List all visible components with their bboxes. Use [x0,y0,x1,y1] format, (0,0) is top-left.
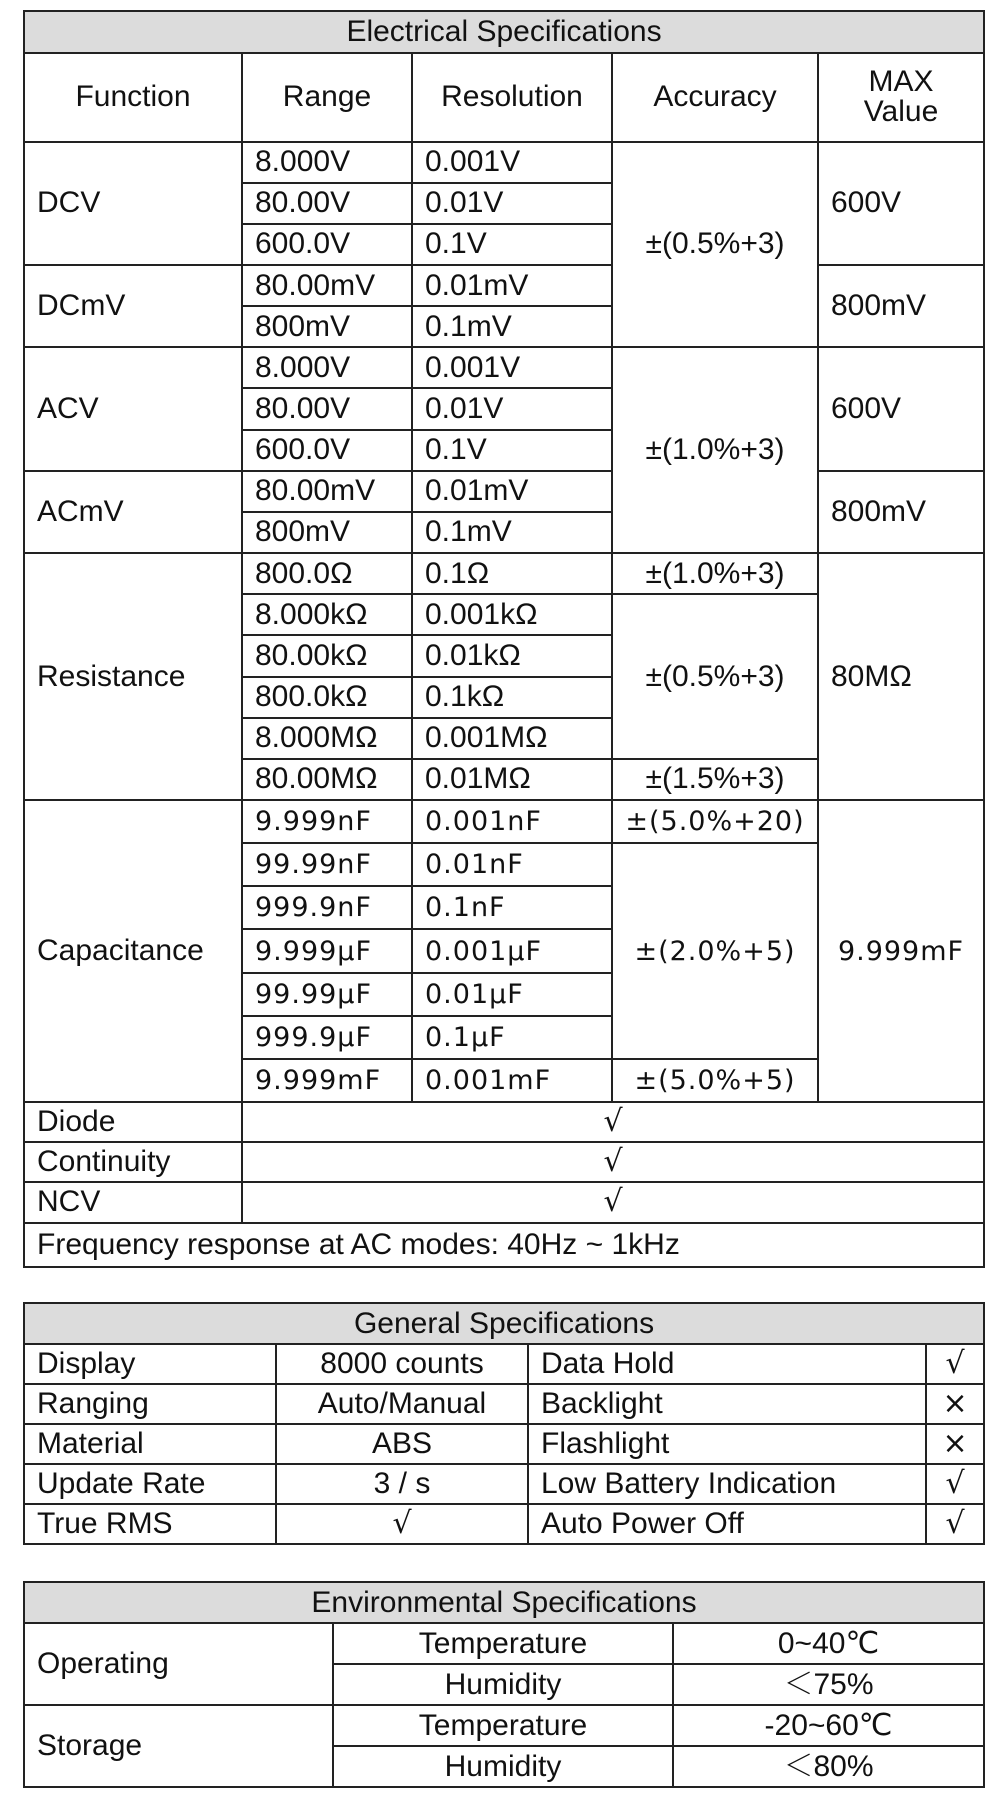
table-row [24,1344,984,1384]
resolution-cell: 0.001kΩ [412,594,612,635]
function-continuity: Continuity [24,1142,242,1182]
header-max-value [818,53,984,141]
env-label: Temperature [333,1705,673,1746]
general-title-row [24,1303,984,1344]
feature-label: Data Hold [528,1344,926,1384]
feature-label: Low Battery Indication [528,1464,926,1504]
range-cell: 800.0Ω [242,553,412,594]
resolution-cell: 0.01kΩ [412,635,612,676]
accuracy-capacitance-1: ±(5.0%+20) [612,800,818,843]
feature-cross: × [926,1384,984,1424]
range-cell: 999.9nF [242,886,412,929]
resolution-cell: 0.01V [412,388,612,429]
spec-value: Auto/Manual [276,1384,528,1424]
max-acv: 600V [818,347,984,470]
function-acv: ACV [24,347,242,470]
table-row [24,1623,984,1664]
range-cell: 600.0V [242,430,412,471]
table-row [24,265,984,306]
spec-value: √ [276,1504,528,1544]
resolution-cell: 0.001μF [412,929,612,972]
table-row [24,553,984,594]
range-cell: 80.00kΩ [242,635,412,676]
table-row [24,1424,984,1464]
accuracy-resistance-1: ±(1.0%+3) [612,553,818,594]
range-cell: 99.99nF [242,843,412,886]
range-cell: 99.99μF [242,973,412,1016]
range-cell: 80.00V [242,183,412,224]
function-ncv: NCV [24,1182,242,1222]
resolution-cell: 0.01mV [412,265,612,306]
env-label: Humidity [333,1664,673,1705]
env-value: ＜80% [673,1746,984,1787]
header-resolution: Resolution [412,53,612,141]
header-accuracy: Accuracy [612,53,818,141]
env-value: ＜75% [673,1664,984,1705]
feature-check: √ [926,1464,984,1504]
feature-check: √ [926,1344,984,1384]
range-cell: 9.999nF [242,800,412,843]
range-cell: 9.999mF [242,1059,412,1102]
electrical-title: Electrical Specifications [24,11,984,53]
footer-row [24,1223,984,1267]
header-max-line1: MAX [868,65,934,99]
table-row [24,1464,984,1504]
spec-label: Display [24,1344,276,1384]
general-spec-table [23,1302,985,1545]
spec-value: 3 / s [276,1464,528,1504]
header-max-line2: Value [863,95,939,129]
feature-cross: × [926,1424,984,1464]
header-row [24,53,984,141]
header-range: Range [242,53,412,141]
function-dcmv: DCmV [24,265,242,347]
resolution-cell: 0.1kΩ [412,677,612,718]
range-cell: 8.000V [242,142,412,183]
function-capacitance: Capacitance [24,800,242,1102]
function-diode: Diode [24,1102,242,1142]
resolution-cell: 0.001V [412,347,612,388]
accuracy-capacitance-2: ±(2.0%+5) [612,843,818,1059]
table-row [24,142,984,183]
range-cell: 80.00MΩ [242,759,412,800]
env-operating: Operating [24,1623,333,1705]
table-row [24,800,984,843]
frequency-response-note: Frequency response at AC modes: 40Hz ~ 1kHz [24,1223,984,1267]
accuracy-resistance-2: ±(0.5%+3) [612,594,818,759]
electrical-spec-table [23,10,985,1268]
accuracy-resistance-3: ±(1.5%+3) [612,759,818,800]
resolution-cell: 0.1μF [412,1016,612,1059]
resolution-cell: 0.1V [412,430,612,471]
table-row [24,1182,984,1222]
table-row [24,1102,984,1142]
resolution-cell: 0.001mF [412,1059,612,1102]
resolution-cell: 0.001MΩ [412,718,612,759]
max-dcv: 600V [818,142,984,265]
feature-label: Flashlight [528,1424,926,1464]
function-resistance: Resistance [24,553,242,800]
max-acmv: 800mV [818,471,984,553]
env-value: 0~40℃ [673,1623,984,1664]
function-dcv: DCV [24,142,242,265]
spec-value: 8000 counts [276,1344,528,1384]
range-cell: 800mV [242,512,412,553]
env-label: Humidity [333,1746,673,1787]
env-value: -20~60℃ [673,1705,984,1746]
resolution-cell: 0.1V [412,224,612,265]
spec-label: Update Rate [24,1464,276,1504]
max-resistance: 80MΩ [818,553,984,800]
table-row [24,1504,984,1544]
range-cell: 800.0kΩ [242,677,412,718]
range-cell: 80.00mV [242,265,412,306]
general-title: General Specifications [24,1303,984,1344]
spec-label: Material [24,1424,276,1464]
resolution-cell: 0.01MΩ [412,759,612,800]
resolution-cell: 0.1mV [412,512,612,553]
ncv-check: √ [242,1182,984,1222]
feature-label: Auto Power Off [528,1504,926,1544]
environmental-spec-table [23,1581,985,1788]
header-function: Function [24,53,242,141]
resolution-cell: 0.1Ω [412,553,612,594]
env-storage: Storage [24,1705,333,1787]
environmental-title: Environmental Specifications [24,1582,984,1623]
range-cell: 999.9μF [242,1016,412,1059]
max-dcmv: 800mV [818,265,984,347]
env-label: Temperature [333,1623,673,1664]
max-capacitance: 9.999mF [818,800,984,1102]
range-cell: 8.000MΩ [242,718,412,759]
table-row [24,347,984,388]
feature-check: √ [926,1504,984,1544]
range-cell: 800mV [242,306,412,347]
table-row [24,1384,984,1424]
spec-value: ABS [276,1424,528,1464]
function-acmv: ACmV [24,471,242,553]
resolution-cell: 0.1mV [412,306,612,347]
resolution-cell: 0.001nF [412,800,612,843]
table-row [24,1142,984,1182]
resolution-cell: 0.1nF [412,886,612,929]
diode-check: √ [242,1102,984,1142]
range-cell: 80.00mV [242,471,412,512]
range-cell: 8.000kΩ [242,594,412,635]
accuracy-dc: ±(0.5%+3) [612,142,818,348]
range-cell: 8.000V [242,347,412,388]
environmental-title-row [24,1582,984,1623]
spec-label: True RMS [24,1504,276,1544]
range-cell: 9.999μF [242,929,412,972]
range-cell: 600.0V [242,224,412,265]
electrical-title-row [24,11,984,53]
resolution-cell: 0.01V [412,183,612,224]
continuity-check: √ [242,1142,984,1182]
table-row [24,471,984,512]
feature-label: Backlight [528,1384,926,1424]
table-row [24,1705,984,1746]
resolution-cell: 0.01nF [412,843,612,886]
accuracy-ac: ±(1.0%+3) [612,347,818,553]
resolution-cell: 0.01μF [412,973,612,1016]
resolution-cell: 0.001V [412,142,612,183]
resolution-cell: 0.01mV [412,471,612,512]
spec-label: Ranging [24,1384,276,1424]
accuracy-capacitance-3: ±(5.0%+5) [612,1059,818,1102]
range-cell: 80.00V [242,388,412,429]
